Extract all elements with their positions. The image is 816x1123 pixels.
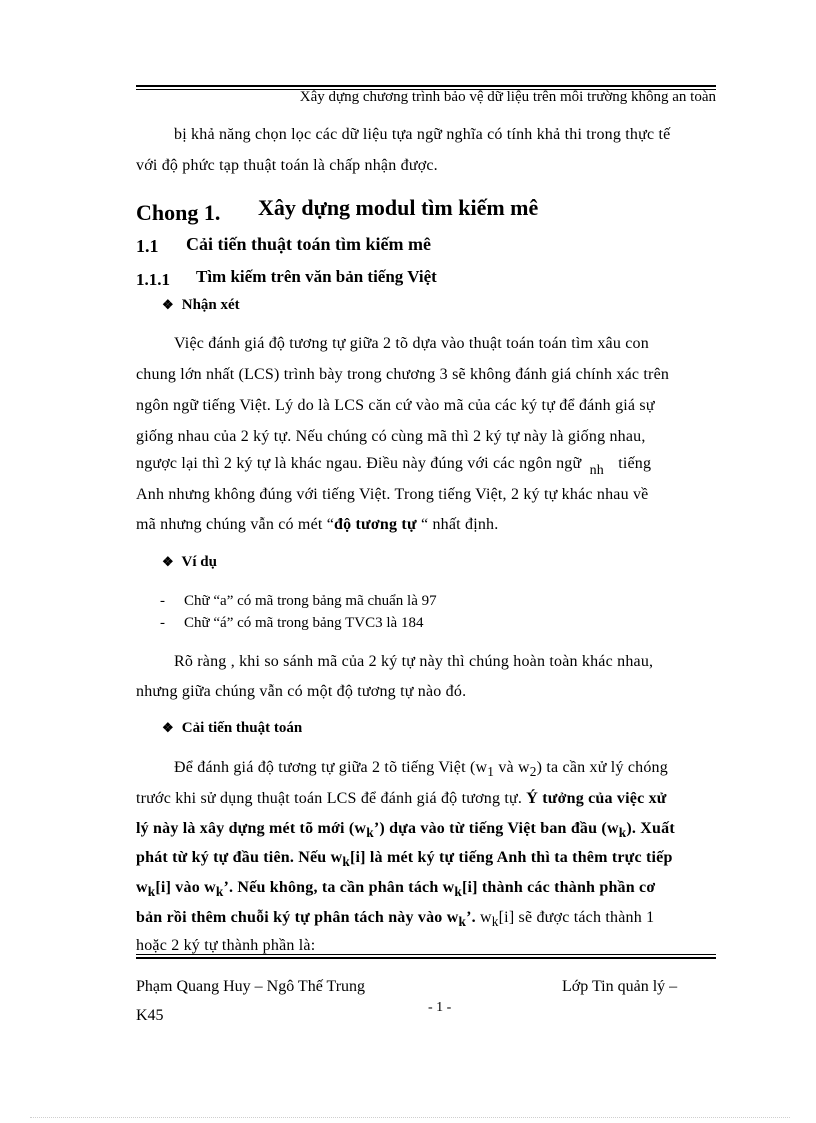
footer-rule-bottom	[136, 957, 716, 959]
remark-line-7-text: mã nhưng chúng vẫn có mét	[136, 516, 323, 533]
dash-bullet: -	[160, 593, 165, 609]
improve-heading	[162, 720, 302, 737]
running-title: Xây dựng chương trình bảo vệ dữ liệu trên môi trường không an toàn	[299, 89, 716, 105]
improve-line-4: phát từ ký tự đầu tiên. Nếu $w_k[i]$ là mét ký tự tiếng Anh thì ta thêm trực tiếp	[136, 849, 673, 870]
intro-line-2: với độ phức tạp thuật toán là chấp nhận được.	[136, 157, 438, 174]
page-number: - 1 -	[428, 1000, 452, 1015]
diamond-cross-icon: ❖	[162, 720, 174, 735]
remark-line-5-text: ngược lại thì 2 ký tự là khác ngau. Điều này đúng với các ngôn ngữ	[136, 455, 582, 472]
remark-line-7-tail: nhất định.	[432, 516, 499, 533]
improve-line-5: $w_k[i]$ vào $w_k$’. Nếu không, ta cần phân tách $w_k[i]$ thành các thành phần cơ	[136, 879, 656, 900]
diamond-cross-icon: ❖	[162, 297, 174, 312]
subsection-number: 1.1.1	[136, 270, 170, 289]
improve-line-3: lý này là xây dựng mét tõ mới $(w_k’)$ dựa vào từ tiếng Việt ban đầu $(w_k)$. Xuất	[136, 820, 675, 841]
example-label: Ví dụ	[181, 554, 217, 570]
dash-bullet: -	[160, 615, 165, 631]
example-heading	[162, 554, 217, 571]
footer-rule-top	[136, 954, 716, 955]
remark-line-5	[136, 455, 652, 478]
remark-line-4: giống nhau của 2 ký tự. Nếu chúng có cùng mã thì 2 ký tự này là giống nhau,	[136, 428, 646, 445]
remark-line-7: mã nhưng chúng vẫn có mét “độ tương tự “ nhất định.	[136, 516, 499, 533]
remark-line-7-bold: độ tương tự	[334, 516, 417, 533]
remark-line-1: Việc đánh giá độ tương tự giữa 2 tõ dựa vào thuật toán toán tìm xâu con	[174, 335, 649, 352]
remark-label: Nhận xét	[181, 297, 240, 313]
intro-line-1: bị khả năng chọn lọc các dữ liệu tựa ngữ nghĩa có tính khả thi trong thực tế	[174, 126, 671, 143]
remark-heading	[162, 297, 240, 314]
footer-class: Lớp Tin quản lý –	[562, 978, 678, 995]
remark-line-5-tail: tiếng	[618, 455, 652, 472]
chapter-title: Xây dựng modul tìm kiếm mê	[258, 195, 539, 220]
remark-line-3: ngôn ngữ tiếng Việt. Lý do là LCS căn cứ vào mã của các ký tự để đánh giá sự	[136, 397, 655, 414]
header-rule-top	[136, 85, 716, 87]
remark-line-6: Anh nhưng không đúng với tiếng Việt. Trong tiếng Việt, 2 ký tự khác nhau về	[136, 486, 649, 503]
diamond-cross-icon: ❖	[162, 554, 174, 569]
improve-line-2: trước khi sử dụng thuật toán LCS để đánh giá độ tương tự. Ý tưởng của việc xử	[136, 790, 667, 807]
example-item: - Chữ “a” có mã trong bảng mã chuẩn là 97	[160, 593, 437, 609]
subsection-title: Tìm kiếm trên văn bản tiếng Việt	[196, 267, 437, 286]
chapter-number: Chong 1.	[136, 200, 221, 225]
improve-line-7: hoặc 2 ký tự thành phần là:	[136, 937, 316, 954]
remark-line-5-sub: nh	[589, 463, 604, 478]
improve-label: Cải tiến thuật toán	[181, 720, 303, 736]
example-para-line-2: nhưng giữa chúng vẫn có một độ tương tự nào đó.	[136, 683, 467, 700]
example-para-line-1: Rõ ràng , khi so sánh mã của 2 ký tự này thì chúng hoàn toàn khác nhau,	[174, 653, 654, 670]
example-item: - Chữ “á” có mã trong bảng TVC3 là 184	[160, 615, 424, 631]
improve-line-1: Để đánh giá độ tương tự giữa 2 tõ tiếng Việt ($w_1$ và $w_2$) ta cần xử lý chóng	[174, 759, 668, 780]
footer-class-suffix: K45	[136, 1007, 164, 1024]
page-edge-divider	[30, 1117, 790, 1118]
remark-line-2: chung lớn nhất (LCS) trình bày trong chương 3 sẽ không đánh giá chính xác trên	[136, 366, 670, 383]
section-number: 1.1	[136, 236, 159, 256]
improve-line-6: bản rồi thêm chuỗi ký tự phân tách này vào $w_k$’. $w_k[i]$ sẽ được tách thành 1	[136, 909, 655, 930]
section-title: Cải tiến thuật toán tìm kiếm mê	[186, 234, 431, 254]
footer-authors: Phạm Quang Huy – Ngô Thế Trung	[136, 978, 366, 995]
